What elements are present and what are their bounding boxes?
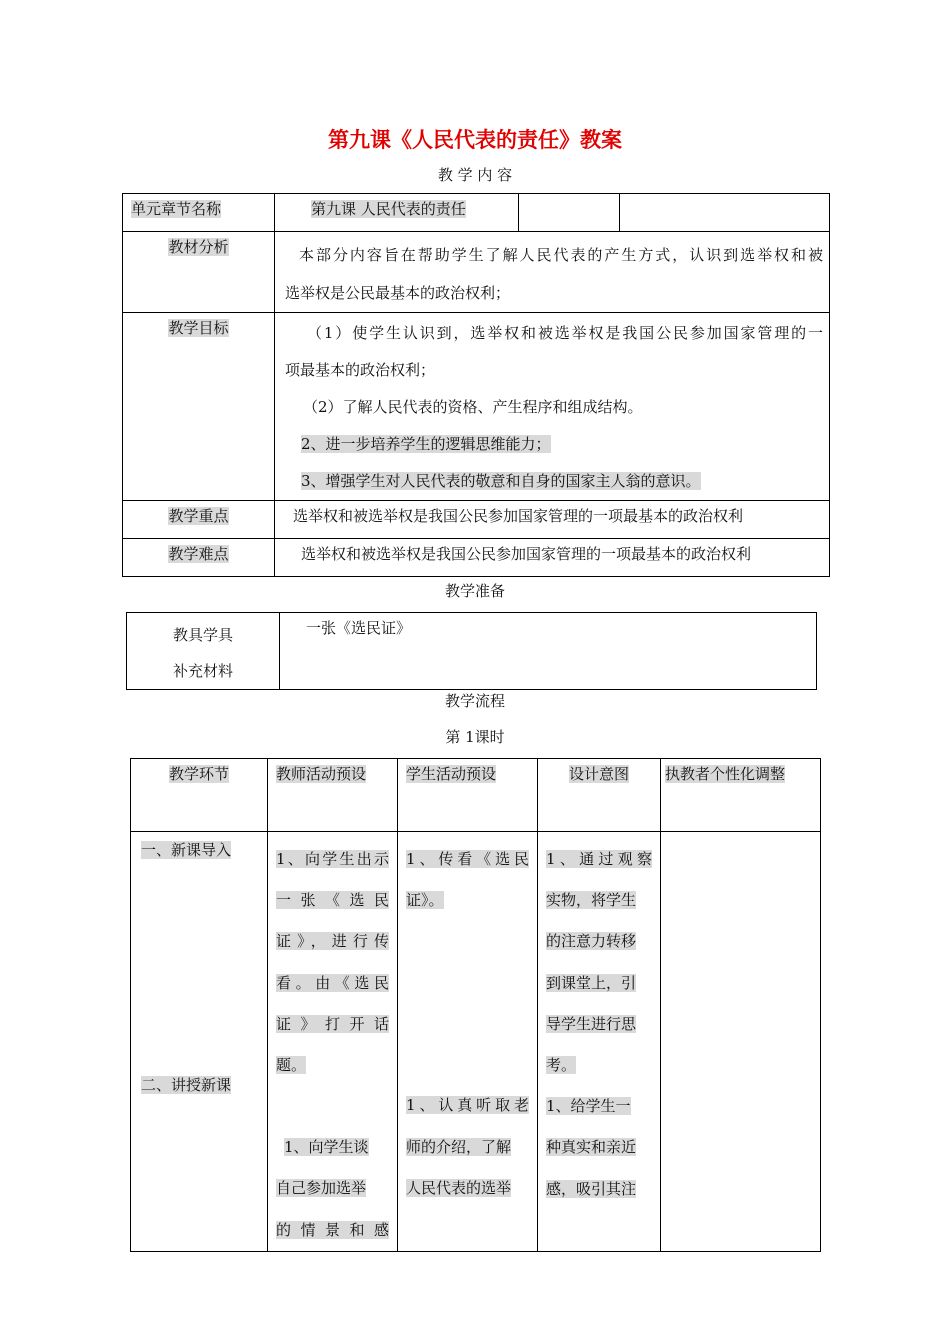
teacher-line [276,1086,389,1127]
lesson-number: 第 1课时 [445,728,505,746]
flow-header-cell [538,759,661,832]
teacher-line-text: 证》，进行传 [276,932,389,951]
key-value: 选举权和被选举权是我国公民参加国家管理的一项最基本的政治权利 [293,507,744,525]
teacher-line [276,1045,389,1086]
adjustment-cell [661,832,821,1252]
difficulty-label: 教学难点 [168,545,229,563]
teacher-line-text: 1、向学生出示 [276,850,389,868]
intent-line [546,921,652,962]
key-label-cell [123,501,275,539]
document-title: 第九课《人民代表的责任》教案 [328,128,622,152]
student-line [406,1003,529,1044]
flow-header-cell [661,759,821,832]
empty-cell-2 [620,194,830,232]
flow-table [130,758,821,1252]
teacher-line-text: 证 》 打 开 话 [276,1014,389,1033]
empty-cell-1 [519,194,620,232]
goal-line: （2）了解人民代表的资格、产生程序和组成结构。 [303,398,643,416]
flow-header: 设计意图 [568,765,629,783]
intent-line [546,963,652,1004]
unit-value-cell [275,194,519,232]
intent-line [546,1004,652,1045]
intent-cell [538,832,661,1252]
teacher-line-text: 一 张 《 选 民 [276,891,389,910]
teacher-line [276,1127,389,1168]
teacher-line [276,963,389,1004]
intent-line [546,880,652,921]
student-line-text: 1、传看《选民 [406,850,529,868]
difficulty-cell [275,539,830,577]
teacher-line-text: 自己参加选举 [276,1179,367,1198]
student-line [406,1168,529,1209]
goal-line: （1）使学生认识到，选举权和被选举权是我国公民参加国家管理的一 [307,324,823,342]
prep-label-1: 教具学具 [172,626,233,644]
student-line [406,1044,529,1085]
student-line [406,962,529,1003]
stage-1-text: 一、新课导入 [141,841,232,859]
flow-header-cell [268,759,398,832]
unit-label-cell [123,194,275,232]
goals-label-cell [123,313,275,501]
difficulty-label-cell [123,539,275,577]
intent-line [546,1086,652,1127]
teacher-line-text: 题。 [276,1056,307,1075]
intent-line-text: 考。 [546,1056,577,1075]
student-line-text: 人民代表的选举 [406,1178,512,1197]
key-label: 教学重点 [168,507,229,525]
analysis-line: 选举权是公民最基本的政治权利； [285,284,511,302]
goal-line-text: 2、进一步培养学生的逻辑思维能力； [301,435,551,453]
goal-line [285,426,823,463]
intent-line-text: 1、通过观察 [546,850,652,868]
intent-line [546,1169,652,1210]
teacher-line [276,1168,389,1209]
teacher-line [276,921,389,962]
flow-header-cell [398,759,538,832]
flow-header: 执教者个性化调整 [665,765,786,783]
intent-line-text: 实物，将学生 [546,891,637,910]
teacher-line [276,1210,389,1251]
difficulty-value: 选举权和被选举权是我国公民参加国家管理的一项最基本的政治权利 [301,545,752,563]
intent-line [546,839,652,880]
goal-line: 项最基本的政治权利； [285,361,436,379]
student-line [406,1127,529,1168]
student-line [406,1085,529,1126]
stage-2-text: 二、讲授新课 [141,1076,232,1094]
prep-value-cell [280,613,817,690]
goal-line-text: 3、增强学生对人民代表的敬意和自身的国家主人翁的意识。 [301,472,701,490]
intent-line-text: 感，吸引其注 [546,1179,637,1198]
prep-value: 一张《选民证》 [306,619,412,637]
goals-label: 教学目标 [168,319,229,337]
teacher-line [276,880,389,921]
flow-header-cell [131,759,268,832]
intent-line-text: 到课堂上，引 [546,973,637,992]
flow-header: 教学环节 [168,765,229,783]
analysis-label: 教材分析 [168,238,229,256]
prep-heading: 教学准备 [444,582,505,600]
teacher-cell [268,832,398,1252]
intent-line-text: 1、给学生一 [546,1097,631,1116]
teacher-line-text: 的 情 景 和 感 [276,1220,389,1239]
teacher-line-text: 看。由《选民 [276,973,389,992]
student-line [406,880,529,921]
intent-line-text: 种真实和亲近 [546,1138,637,1157]
unit-label: 单元章节名称 [131,200,222,218]
intent-line [546,1045,652,1086]
key-cell [275,501,830,539]
analysis-cell [275,232,830,313]
content-table [122,193,830,577]
student-line [406,839,529,880]
prep-label-2: 补充材料 [172,662,233,680]
intent-line-text: 的注意力转移 [546,932,637,951]
teacher-line-text: 1、向学生谈 [284,1138,369,1157]
intent-line [546,1127,652,1168]
stage-1 [141,839,231,860]
student-line [406,921,529,962]
student-line-text: 1、认真听取老 [406,1096,529,1115]
prep-label-cell [127,613,280,690]
prep-table [126,612,817,690]
student-line-text: 师的介绍，了解 [406,1137,512,1156]
analysis-label-cell [123,232,275,313]
intent-line-text: 导学生进行思 [546,1014,637,1033]
content-heading: 教 学 内 容 [437,166,513,184]
flow-header: 教师活动预设 [276,765,367,783]
unit-value: 第九课 人民代表的责任 [311,200,466,218]
student-line-text: 证》。 [406,891,444,910]
teacher-line [276,1004,389,1045]
stage-cell [131,832,268,1252]
flow-heading: 教学流程 [444,692,505,710]
goal-line [285,463,823,500]
flow-header: 学生活动预设 [406,765,497,783]
student-cell [398,832,538,1252]
stage-2 [141,1074,231,1095]
teacher-line [276,839,389,880]
goals-cell [275,313,830,501]
analysis-line: 本部分内容旨在帮助学生了解人民代表的产生方式，认识到选举权和被 [299,246,823,264]
